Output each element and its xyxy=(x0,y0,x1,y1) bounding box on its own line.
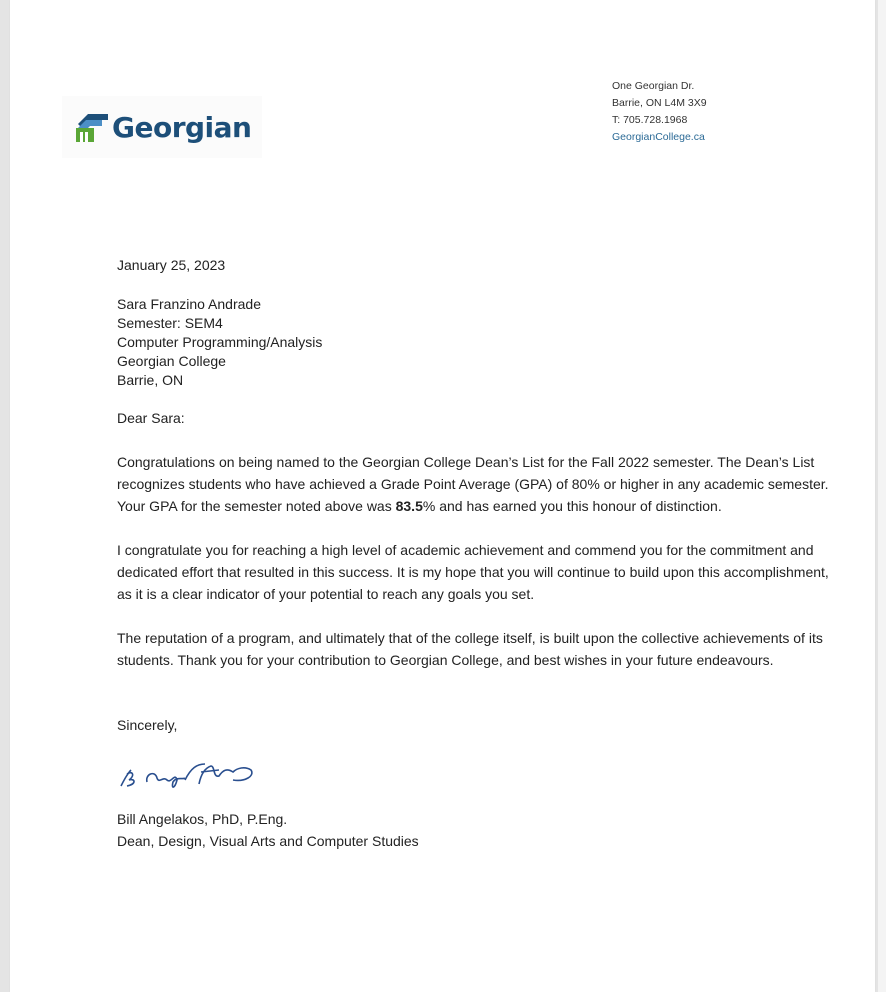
recipient-city: Barrie, ON xyxy=(117,372,184,388)
closing: Sincerely, xyxy=(117,717,178,733)
website-link[interactable]: GeorgianCollege.ca xyxy=(612,131,705,143)
address-street: One Georgian Dr. xyxy=(612,80,695,92)
recipient-semester: Semester: SEM4 xyxy=(117,315,223,331)
recipient-college: Georgian College xyxy=(117,353,226,369)
recipient-name: Sara Franzino Andrade xyxy=(117,296,261,312)
signer-block xyxy=(117,808,419,852)
paragraph-commendation: I congratulate you for reaching a high level of academic achievement and commend you for the commitment and dedicated effort that resulted in this success. It is my hope that you will continue to build upon this accomplishment, as it is a clear indicator of your potential to reach any goals you set. xyxy=(117,542,829,602)
signer-name: Bill Angelakos, PhD, P.Eng. xyxy=(117,811,288,827)
paragraph1-text: Congratulations on being named to the Georgian College Dean’s List for the Fall 2022 semester. The Dean’s List recognizes students who have achieved a Grade Point Average (GPA) of 80% or higher in any academic semester. Your GPA for the semester noted above was xyxy=(117,454,829,514)
letterhead-address xyxy=(612,78,707,146)
georgian-logo xyxy=(62,96,262,158)
recipient-block xyxy=(117,295,322,390)
letter-date xyxy=(117,257,225,273)
address-city: Barrie, ON L4M 3X9 xyxy=(612,97,707,109)
salutation: Dear Sara: xyxy=(117,410,185,426)
address-phone: T: 705.728.1968 xyxy=(612,114,688,126)
paragraph-reputation: The reputation of a program, and ultimately that of the college itself, is built upon the collective achievements of its students. Thank you for your contribution to Georgian College, and best wishes in your future endeavours. xyxy=(117,630,823,668)
logo-wordmark: Georgian xyxy=(112,110,252,144)
recipient-program: Computer Programming/Analysis xyxy=(117,334,323,350)
signature-icon xyxy=(115,758,265,794)
date-text: January 25, 2023 xyxy=(117,257,226,273)
paragraph1-text-end: % and has earned you this honour of distinction. xyxy=(422,498,722,514)
gpa-value: 83.5 xyxy=(395,498,423,514)
logo-chevrons-icon xyxy=(74,110,108,144)
page-edge xyxy=(878,0,886,992)
signer-title: Dean, Design, Visual Arts and Computer Studies xyxy=(117,833,419,849)
paragraph-congratulations xyxy=(117,451,832,517)
